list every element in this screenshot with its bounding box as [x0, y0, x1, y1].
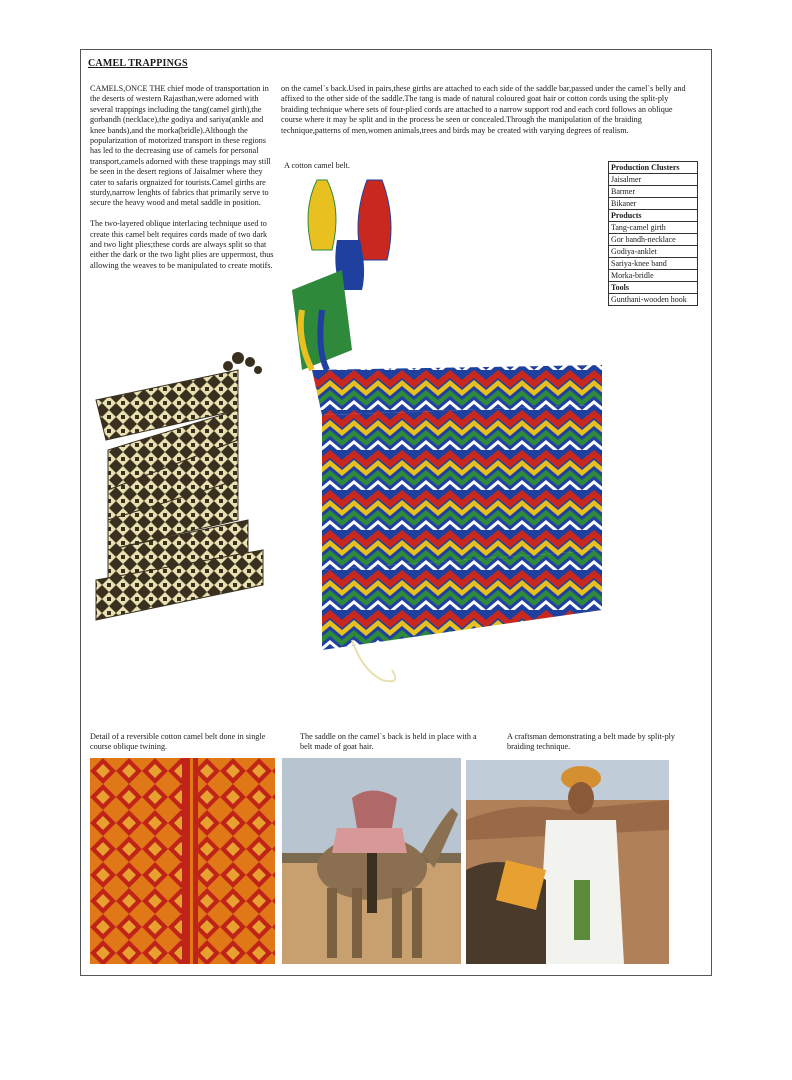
info-table-header-cell: Production Clusters	[609, 162, 698, 174]
info-table-section-header	[609, 210, 698, 222]
info-table-cell: Bikaner	[609, 198, 698, 210]
info-table	[608, 161, 698, 306]
intro-paragraph-1: CAMELS,ONCE THE chief mode of transportation in the deserts of western Rajasthan,were adorned with several trappings including the tang(camel girth),the gorbandh (necklace),the godiya and sariya(ankle and knee bands),and the morka(bridle).Although the popularization of motorized transport in these regions has led to the decreasing use of camels for personal transport,camels adorned with these trappings may still be seen in the desert regions of Jaisalmer where they cater to safaris orgnaized for tourists.Camel girths are sturdy,narrow lenghts of fabrics that primarily serve to secure the heavy wood and metal saddle in position.	[90, 84, 271, 208]
info-table-section-header	[609, 162, 698, 174]
page-title: CAMEL TRAPPINGS	[88, 58, 188, 69]
intro-paragraph-3: on the camel`s back.Used in pairs,these girths are attached to each side of the saddle bar,passed under the camel`s belly and affixed to the other side of the saddle.The tang is made of natural coloured goat hair or cotton cords using the split-ply braiding technique where sets of four-plied cords are attached to a narrow support rod and each cord follows an oblique course where it may be split and in the process be seen or concealed.Through the manipulation of the braiding technique,patterns of men,women animals,trees and birds may be created with varying degrees of realism.	[281, 84, 686, 135]
info-table-cell: Barmer	[609, 186, 698, 198]
info-table-section-header	[609, 282, 698, 294]
info-table-cell: Sariya-knee band	[609, 258, 698, 270]
intro-paragraph-2: The two-layered oblique interlacing technique used to create this camel belt requires cords made of two dark and two light plies;these cords are always split so that either the dark or the two light plies are uppermost, thus allowing the weaves to be manipulated to create motifs.	[90, 219, 274, 270]
intro-column	[90, 84, 274, 282]
info-table-cell: Gor bandh-necklace	[609, 234, 698, 246]
info-table-cell: Morka-bridle	[609, 270, 698, 282]
craftsman-drawing	[466, 760, 669, 964]
caption-reversible-belt: Detail of a reversible cotton camel belt done in single course oblique twining.	[90, 732, 266, 752]
info-table-row	[609, 270, 698, 282]
photo-camel-saddle	[282, 758, 461, 964]
photo-cream-belt	[88, 340, 273, 630]
info-table-row	[609, 246, 698, 258]
camel-saddle-drawing	[282, 758, 461, 964]
info-table-row	[609, 222, 698, 234]
info-table-header-cell: Tools	[609, 282, 698, 294]
cream-belt-drawing	[88, 340, 273, 630]
textile-detail-drawing	[90, 758, 275, 964]
info-table-row	[609, 234, 698, 246]
info-table-cell: Tang-camel girth	[609, 222, 698, 234]
info-table-row	[609, 198, 698, 210]
photo-reversible-belt-detail	[90, 758, 275, 964]
info-table-cell: Gunthani-wooden hook	[609, 294, 698, 306]
info-table-row	[609, 294, 698, 306]
photo-craftsman	[466, 760, 669, 964]
photo-cotton-camel-belt	[282, 170, 607, 700]
info-table-cell: Jaisalmer	[609, 174, 698, 186]
info-table-cell: Godiya-anklet	[609, 246, 698, 258]
caption-craftsman: A craftsman demonstrating a belt made by split-ply braiding technique.	[507, 732, 676, 752]
caption-cotton-belt: A cotton camel belt.	[284, 161, 350, 170]
info-table-row	[609, 258, 698, 270]
cotton-belt-drawing	[282, 170, 607, 700]
info-table-header-cell: Products	[609, 210, 698, 222]
info-table-row	[609, 174, 698, 186]
info-table-row	[609, 186, 698, 198]
caption-saddle: The saddle on the camel`s back is held in place with a belt made of goat hair.	[300, 732, 477, 752]
